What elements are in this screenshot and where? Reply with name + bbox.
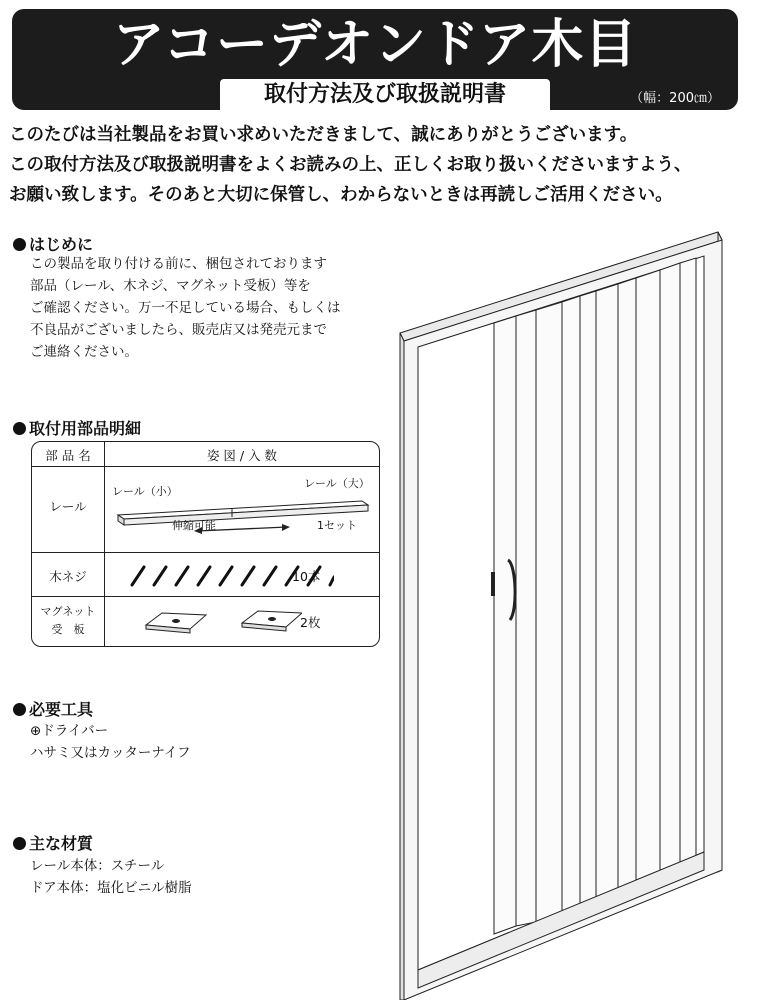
- tool-item: ⊕ドライバー: [30, 723, 109, 739]
- section-heading-parts: 取付用部品明細: [13, 416, 141, 439]
- table-row: [32, 552, 379, 597]
- bullet-dot-icon: [13, 422, 26, 435]
- parts-header-name: 部 品 名: [45, 448, 91, 463]
- section-heading-tools: 必要工具: [13, 697, 93, 720]
- section-heading-materials: 主な材質: [13, 831, 93, 854]
- bullet-dot-icon: [13, 703, 26, 716]
- intro-line: この取付方法及び取扱説明書をよくお読みの上、正しくお取り扱いくださいますよう、: [9, 155, 692, 175]
- section-heading-hajimeni: はじめに: [13, 232, 93, 255]
- magnet-name-line2: 受 板: [51, 623, 85, 636]
- rail-extend-label: 伸縮可能: [172, 519, 216, 532]
- materials-list: [30, 855, 192, 899]
- tools-list: [30, 720, 191, 764]
- magnet-plate-icon: [142, 607, 302, 637]
- rail-large-label: レール（大）: [304, 477, 370, 490]
- table-row: [32, 596, 379, 647]
- page-subtitle: 取付方法及び取扱説明書: [220, 79, 550, 111]
- hajimeni-text: この製品を取り付ける前に、梱包されております 部品（レール、木ネジ、マグネット受板）等を ご確認ください。万一不足している場合、もしくは 不良品がございましたら、販売店又は発売元まで ご連絡ください。: [30, 256, 341, 360]
- width-note: （幅：200㎝）: [630, 91, 720, 106]
- parts-header-figure: 姿 図 / 入 数: [206, 448, 278, 463]
- intro-line: このたびは当社製品をお買い求めいただきまして、誠にありがとうございます。: [9, 125, 638, 145]
- material-item: ドア本体：塩化ビニル樹脂: [30, 880, 192, 896]
- magnet-name-line1: マグネット: [40, 605, 96, 618]
- rail-name: レール: [49, 499, 87, 514]
- intro-line: お願い致します。そのあと大切に保管し、わからないときは再読しご活用ください。: [9, 185, 673, 205]
- intro-paragraph: [9, 120, 754, 210]
- bullet-dot-icon: [13, 837, 26, 850]
- page-title: アコーデオンドア木目: [112, 15, 638, 75]
- title-banner: [12, 9, 738, 110]
- material-item: レール本体：スチール: [30, 858, 165, 874]
- parts-table: [31, 441, 380, 647]
- table-row: [32, 466, 379, 533]
- bullet-dot-icon: [13, 238, 26, 251]
- rail-qty: 1セット: [317, 519, 357, 532]
- magnet-qty: 2枚: [300, 615, 321, 630]
- tool-item: ハサミ又はカッターナイフ: [30, 745, 191, 761]
- screw-name: 木ネジ: [49, 569, 87, 584]
- accordion-door-illustration: [390, 230, 762, 1000]
- rail-small-label: レール（小）: [112, 485, 178, 498]
- screw-qty: 10本: [292, 569, 321, 584]
